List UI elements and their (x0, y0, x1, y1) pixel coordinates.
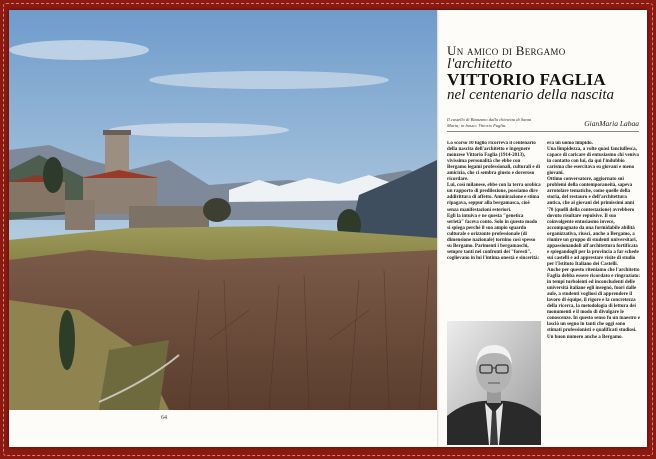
article-title: VITTORIO FAGLIA (447, 70, 606, 89)
divider (447, 131, 639, 132)
magazine-spread (9, 10, 647, 447)
article-column-1: Lo scorso 10 luglio ricorreva il centenario della nascita dell'architetto e ingegnere monzese Vittorio Faglia (1914-2013), vivissima personalità che ebbe con Bergamo legami professionali, culturali e di amicizia, che ci sembra giusto e doveroso ricordare. Lui, così milanese, ebbe con la terra orobica un rapporto di predilezione, possiamo dire addirittura di affetto. Ammirazione e stima ripagava, seppur alla bergamasca, cioè senza manifestazioni esteriori. Egli la intuiva e ne questa "genetica serietà" faceva conto. Solo in questo modo si spiega perché il suo ampio sguardo culturale e orizzonte professionale (di dimensione nazionale) tornino così spesso su Bergamo. Parimenti i bergamaschi, sempre tanti nei confronti dei "foresti", coglievano in lui l'intima onestà e sincerità: (447, 141, 541, 261)
page-number: 64 (161, 415, 167, 421)
article-page (439, 10, 647, 447)
castle-landscape-photo (9, 10, 437, 410)
article-subtitle-2: nel centenario della nascita (447, 87, 615, 103)
article-author: GianMaria Labaa (584, 119, 639, 128)
portrait-photo (447, 321, 541, 445)
article-kicker: Un amico di Bergamo (447, 43, 566, 58)
photo-caption: Il castello di Bianzano dalla chiesetta di Santa Maria; in basso: Vittorio Faglia. (447, 117, 532, 128)
article-subtitle-1: l'architetto (447, 56, 513, 72)
article-column-2: era un uomo limpido. Una limpidezza, a volte quasi fanciullesca, capace di caricare di entusiasmo chi veniva in contatto con lui, da qui l'indubbio carisma che esercitava su giovani e meno giovani. Ottimo conversatore, aggiornato sui problemi della contemporaneità, sapeva arrotolare tematiche, come quelle della storia, del restauro e dell'architettura antica, che ai giovani dei primissimi anni '70 (quelli della contestazione) avrebbero dovuto risultare repulsive. Il suo coinvolgente entusiasmo invece, accompagnato da una formidabile abilità organizzativa, riuscì, anche a Bergamo, a riunire un gruppo di studenti universitari, appassionandoli all'architettura fortificata e spiegandogli per la provincia a far schede sui castelli e ad apprestare visite di studio per l'Istituto Italiano dei Castelli. Anche per questo riteniamo che l'architetto Faglia debba essere ricordato e ringraziato: in tempi turbolenti ed inconcludenti delle università italiane egli insegnò, fuori dalle aule, a studenti vogliosi di apprendere il lavoro di équipe, il rigore e la concretezza della ricerca, la metodologia di lettura dei monumenti e il modo di divulgare le conoscenze. In questo senso fu un maestro e lasciò un segno in tanti che oggi sono stimati professionisti e qualificati studiosi. Un buon numero anche a Bergamo. (547, 141, 641, 340)
